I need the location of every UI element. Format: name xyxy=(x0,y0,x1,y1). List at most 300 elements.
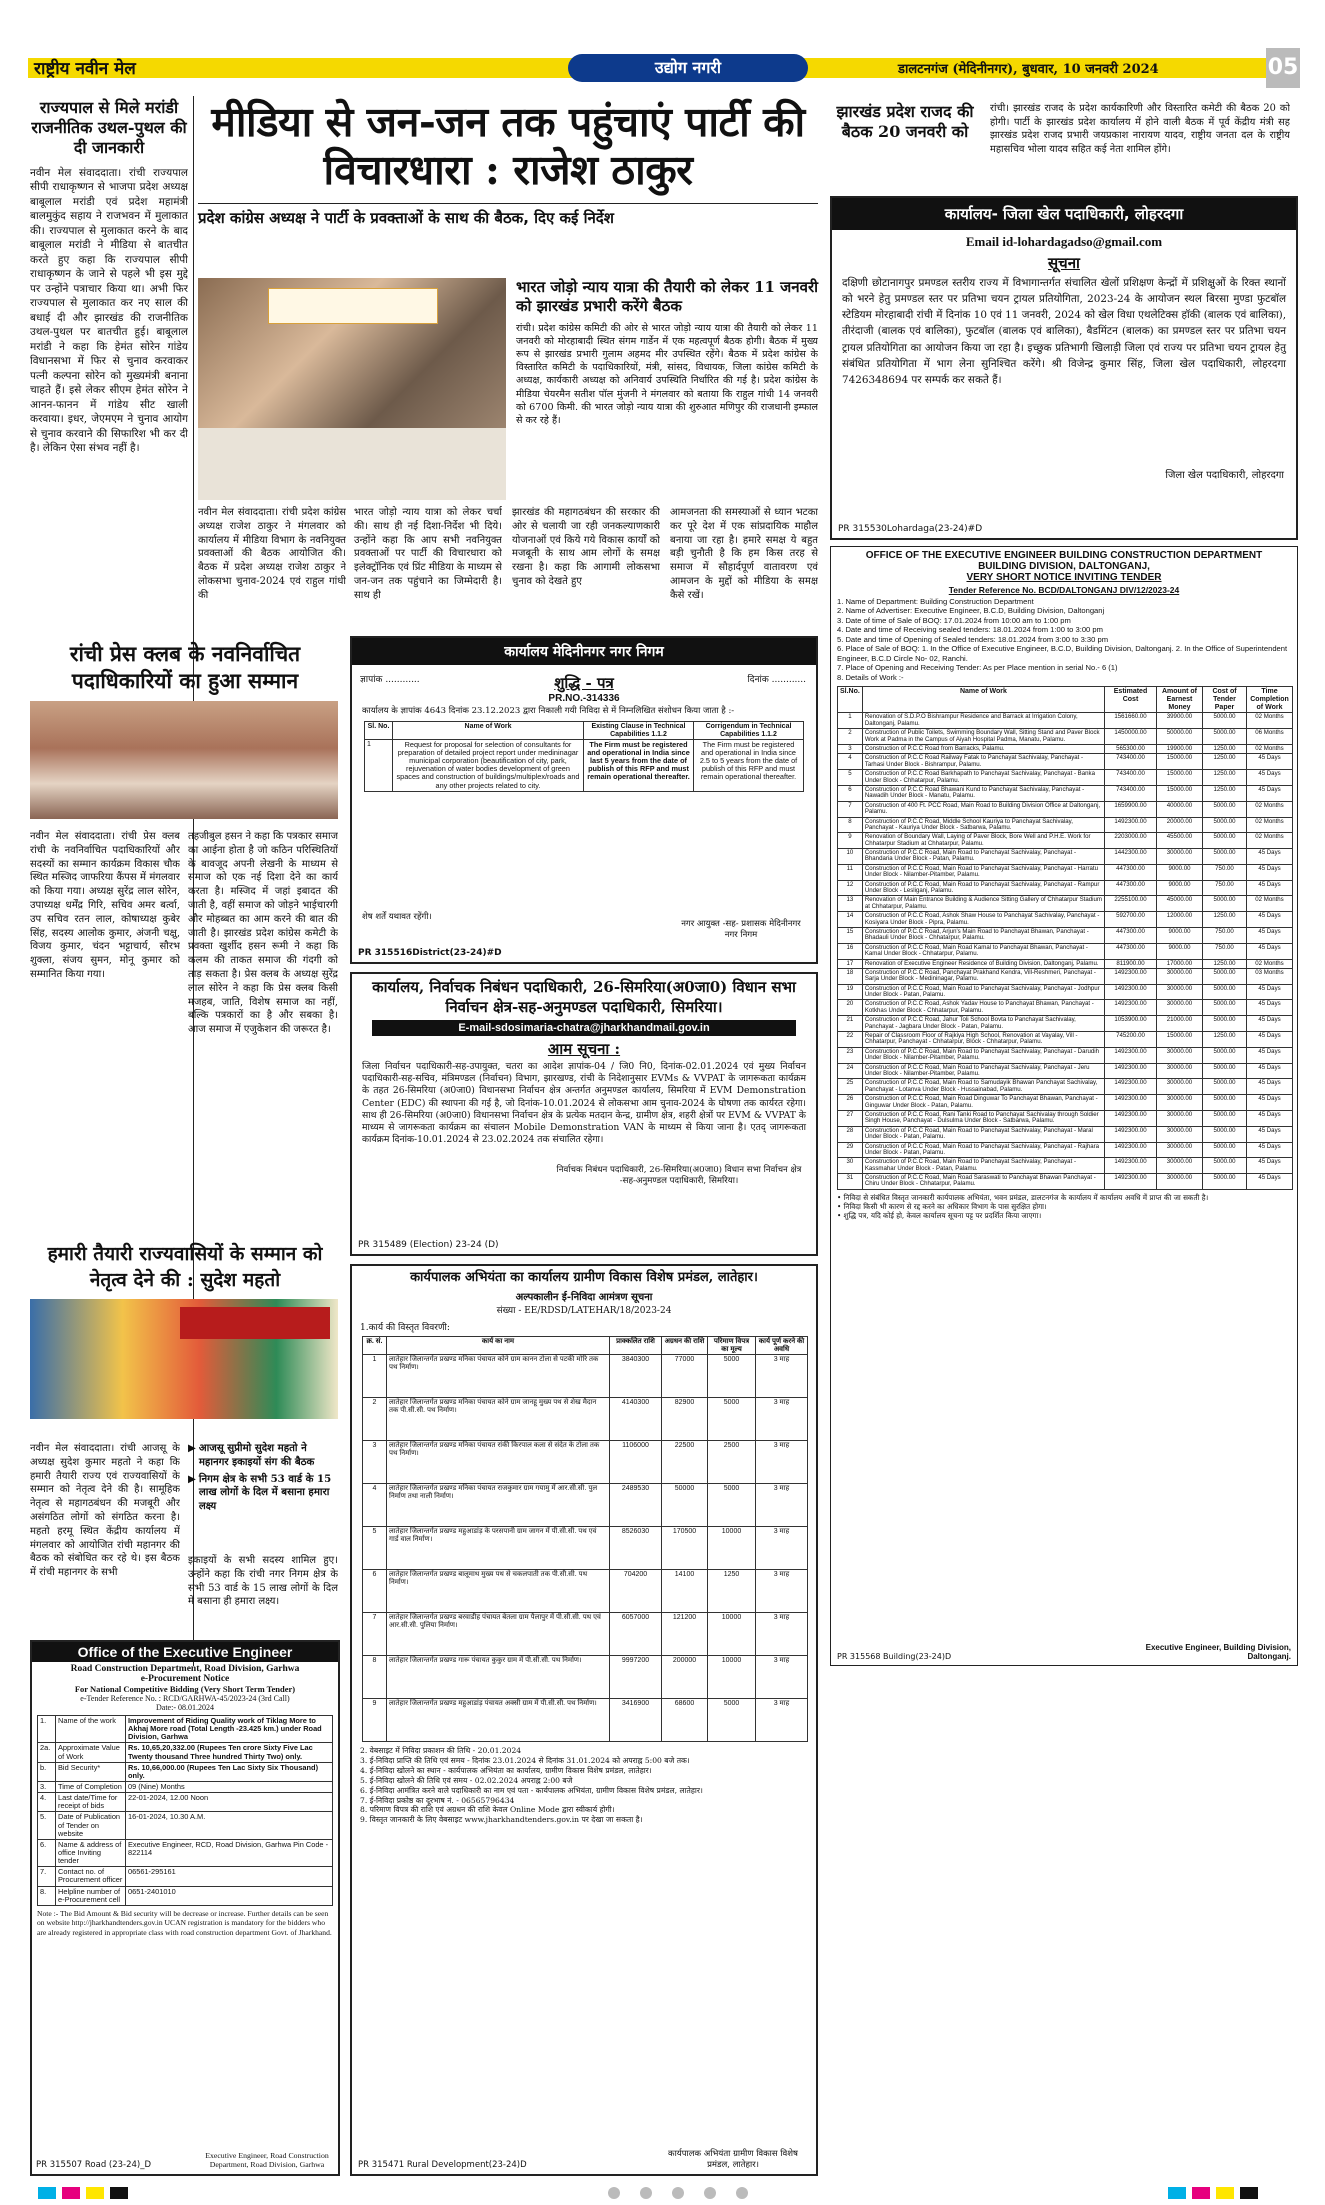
table-cell: 19900.00 xyxy=(1157,744,1203,753)
table-cell: 5. xyxy=(38,1812,56,1839)
table-row xyxy=(363,1484,808,1527)
tender-notes xyxy=(831,1190,1297,1223)
table-cell: Rs. 10,66,000.00 (Rupees Ten Lac Sixty Six Thousand) only. xyxy=(126,1762,333,1781)
table-cell: 2203000.00 xyxy=(1105,833,1157,849)
section-tag: उद्योग नगरी xyxy=(568,54,808,82)
table-cell: 45 Days xyxy=(1247,1063,1293,1079)
table-cell: 4. xyxy=(38,1793,56,1812)
table-cell: 5000.00 xyxy=(1203,968,1247,984)
table-cell: 45 Days xyxy=(1247,1016,1293,1032)
table-row xyxy=(363,1527,808,1570)
table-cell: 2a. xyxy=(38,1743,56,1762)
ad-office: कार्यालय मेदिनीनगर नगर निगम xyxy=(352,638,816,665)
table-cell: 11 xyxy=(838,864,863,880)
rcd-ref: PR 315507 Road (23-24)_D xyxy=(36,2160,152,2170)
table-cell: 5 xyxy=(363,1527,387,1570)
table-cell: 45 Days xyxy=(1247,984,1293,1000)
table-row xyxy=(838,713,1293,729)
table-cell: 8 xyxy=(838,817,863,833)
table-cell: 5000.00 xyxy=(1203,833,1247,849)
story-press-club xyxy=(30,640,340,1238)
table-cell: 45 Days xyxy=(1247,1158,1293,1174)
ad-title: शुद्धि - पत्र xyxy=(554,674,614,692)
table-cell: 15000.00 xyxy=(1157,754,1203,770)
banner-text xyxy=(180,1307,330,1339)
table-cell: 745200.00 xyxy=(1105,1032,1157,1048)
registration-dot xyxy=(672,2187,684,2199)
table-cell: 45 Days xyxy=(1247,1032,1293,1048)
table-cell: 5 xyxy=(838,770,863,786)
table-cell: Last date/Time for receipt of bids xyxy=(56,1793,126,1812)
table-cell: 1250.00 xyxy=(1203,785,1247,801)
table-cell: 30000.00 xyxy=(1157,1000,1203,1016)
notice-date: Date:- 08.01.2024 xyxy=(156,1703,214,1712)
table-cell: 1442300.00 xyxy=(1105,849,1157,865)
table-cell: 16 xyxy=(838,943,863,959)
table-cell: 27 xyxy=(838,1110,863,1126)
table-cell: 750.00 xyxy=(1203,880,1247,896)
rural-ref: PR 315471 Rural Development(23-24)D xyxy=(358,2160,527,2170)
table-cell: 02 Months xyxy=(1247,896,1293,912)
col-header: Cost of Tender Paper xyxy=(1203,687,1247,713)
table-cell: Construction of P.C.C Road Bhawani Kund to Panchayat Sachivalay, Panchayat - Nawadih Under Block - Manatu, Palamu. xyxy=(862,785,1104,801)
table-cell: 5000.00 xyxy=(1203,896,1247,912)
table-cell: 2489530 xyxy=(610,1484,662,1527)
table-cell: Construction of P.C.C Road Railway Fatak to Panchayat Sachivalay, Panchayat - Tarhasi Under Block - Bishrampur, Palamu. xyxy=(862,754,1104,770)
table-row xyxy=(38,1793,333,1812)
table-cell: 50000.00 xyxy=(1157,729,1203,745)
table-row xyxy=(363,1699,808,1742)
masthead xyxy=(28,48,1298,86)
memo-no: ज्ञापांक ............ xyxy=(360,675,420,685)
table-cell: 7. xyxy=(38,1867,56,1886)
table-cell: Date of Publication of Tender on website xyxy=(56,1812,126,1839)
table-cell: 12 xyxy=(838,880,863,896)
table-cell: Construction of P.C.C Road Barkhapath to Panchayat Sachivalay, Panchayat - Banka Under Block - Chhatarpur, Palamu. xyxy=(862,770,1104,786)
table-cell: 1492300.00 xyxy=(1105,1047,1157,1063)
table-cell: Construction of P.C.C Road, Main Road to Panchayat Sachivalay, Panchayat - Jodhpur Under Block - Patan, Palamu. xyxy=(862,984,1104,1000)
detail-line: 4. Date and time of Receiving sealed tenders: 18.01.2024 from 1:00 to 3:00 pm xyxy=(837,625,1103,635)
detail-line: 1. Name of Department: Building Construction Department xyxy=(837,597,1034,606)
table-cell: 6057000 xyxy=(610,1613,662,1656)
table-cell: 3 माह xyxy=(756,1441,808,1484)
table-cell: Name of the work xyxy=(56,1716,126,1743)
table-cell: Improvement of Riding Quality work of Tiklag More to Akhaj More road (Total Length -23.425 km.) under Road Division, Garhwa xyxy=(126,1716,333,1743)
table-cell: 30000.00 xyxy=(1157,984,1203,1000)
table-row xyxy=(838,801,1293,817)
col-header: Estimated Cost xyxy=(1105,687,1157,713)
table-cell: Construction of P.C.C Road, Ashok Shaw House to Panchayat Sachivalay, Panchayat - Kosiyara Under Block - Pipra, Palamu. xyxy=(862,912,1104,928)
table-cell: Helpline number of e-Procurement cell xyxy=(56,1886,126,1905)
table-cell: Construction of P.C.C Road, Middle School Kauriya to Panchayat Sachivalay, Panchayat - Kauriya Under Block - Satbarwa, Palamu. xyxy=(862,817,1104,833)
tender-ref-code: PR 315568 Building(23-24)D xyxy=(837,1652,952,1661)
table-cell: 30000.00 xyxy=(1157,1158,1203,1174)
table-cell: Construction of P.C.C Road, Jahur Toli School Bovta to Panchayat Sachivalay, Panchayat - Jagbara Under Block - Patan, Palamu. xyxy=(862,1016,1104,1032)
table-cell: Construction of P.C.C Road, Main Road Dinguwar To Panchayat Bhawan, Panchayat - Ginguwar Under Block - Patan, Palamu. xyxy=(862,1095,1104,1111)
registration-dots xyxy=(228,2184,1128,2203)
bullet-icon: ▶ xyxy=(188,1442,196,1454)
table-cell: 3416900 xyxy=(610,1699,662,1742)
table-cell: 200000 xyxy=(662,1656,708,1699)
table-cell: 45 Days xyxy=(1247,785,1293,801)
table-cell: 811900.00 xyxy=(1105,959,1157,968)
ad-email: E-mail-sdosimaria-chatra@jharkhandmail.gov.in xyxy=(372,1020,796,1036)
table-cell: 1492300.00 xyxy=(1105,968,1157,984)
table-cell: 1492300.00 xyxy=(1105,1079,1157,1095)
rcd-table xyxy=(37,1715,333,1906)
ad-sign: नगर आयुक्त -सह- प्रशासक मेदिनीनगर नगर निगम xyxy=(681,919,801,940)
tender-head-2: BUILDING DIVISION, DALTONGANJ, xyxy=(978,561,1150,572)
col-1: नवीन मेल संवाददाता। रांची प्रेस क्लब रांची के नवनिर्वाचित पदाधिकारियों और सदस्यों का सम्मान कार्यक्रम विकास चौक स्थित मस्जिद जाफरिया कैंपस में मंगलवार को किया गया। अध्यक्ष सुरेंद्र लाल सोरेन, उपाध्यक्ष धर्मेंद्र गिरि, सचिव अमर बर्त्वा, उप सचिव रतन लाल, कोषाध्यक्ष कुबेर सिंह, सदस्य आलोक कुमार, अंजनी चक्षु, विजय कुमार, चंदन भट्टाचार्य, सौरभ शुक्ला, संजय सुमन, मोनू कुमार को सम्मानित किया गया। xyxy=(30,831,180,980)
banner xyxy=(268,288,438,324)
table-cell: 9997200 xyxy=(610,1656,662,1699)
table-cell: 5000.00 xyxy=(1203,817,1247,833)
table-row xyxy=(38,1867,333,1886)
table-cell: 743400.00 xyxy=(1105,770,1157,786)
table-cell: 12000.00 xyxy=(1157,912,1203,928)
table-row xyxy=(838,896,1293,912)
table-cell: 30000.00 xyxy=(1157,968,1203,984)
table-cell: 45 Days xyxy=(1247,880,1293,896)
table-cell: 77000 xyxy=(662,1355,708,1398)
th-sl: Sl. No. xyxy=(365,722,393,740)
table-cell: 15000.00 xyxy=(1157,770,1203,786)
table-cell: 5000.00 xyxy=(1203,713,1247,729)
table-cell: 750.00 xyxy=(1203,864,1247,880)
table-cell: 45 Days xyxy=(1247,1047,1293,1063)
col-header: Name of Work xyxy=(862,687,1104,713)
ref-no: e-Tender Reference No. : RCD/GARHWA-45/2023-24 (3rd Call) xyxy=(80,1694,290,1703)
table-cell: 3 माह xyxy=(756,1613,808,1656)
table-row xyxy=(838,927,1293,943)
table-cell: Construction of P.C.C Road, Panchayat Prakhand Kendra, Vill-Reshmeri, Panchayat - Sarja Under Block - Medininagar, Palamu. xyxy=(862,968,1104,984)
table-cell: 28 xyxy=(838,1126,863,1142)
table-cell: 1450000.00 xyxy=(1105,729,1157,745)
table-cell: 1250.00 xyxy=(1203,959,1247,968)
table-row xyxy=(838,1110,1293,1126)
ad-ref: PR 315516District(23-24)#D xyxy=(358,948,502,958)
pr-no: PR.NO.-314336 xyxy=(548,693,620,704)
table-cell: 565300.00 xyxy=(1105,744,1157,753)
table-cell: 1492300.00 xyxy=(1105,1126,1157,1142)
table-cell: 5000 xyxy=(708,1484,756,1527)
lead-headline: मीडिया से जन-जन तक पहुंचाएं पार्टी की विचारधारा : राजेश ठाकुर xyxy=(211,98,805,195)
table-cell: 30000.00 xyxy=(1157,1126,1203,1142)
table-cell: 3 माह xyxy=(756,1398,808,1441)
table-cell: 10000 xyxy=(708,1613,756,1656)
table-row xyxy=(363,1656,808,1699)
col-header: प्राक्कलित राशि xyxy=(610,1336,662,1354)
table-row xyxy=(838,1158,1293,1174)
table-row xyxy=(363,1441,808,1484)
table-cell: Repair of Classroom Floor of Rajkiya High School, Renovation at Vayalay, Vill - Chhatarpur, Panchayat - Chhatarpur, Block - Chhatarpur, Palamu. xyxy=(862,1032,1104,1048)
table-row xyxy=(838,1174,1293,1190)
table-cell: लातेहार जिलान्तर्गत प्रखण्ड मनिका पंचायत राजकुमार ग्राम गयामु में आर.सी.सी. पुल निर्माण तथा नाली निर्माण। xyxy=(387,1484,610,1527)
story-rjd xyxy=(830,98,1298,188)
table-cell: 5000.00 xyxy=(1203,849,1247,865)
col-header: अग्रधन की राशि xyxy=(662,1336,708,1354)
table-cell: 3840300 xyxy=(610,1355,662,1398)
table-cell: 2 xyxy=(838,729,863,745)
paper-name: राष्ट्रीय नवीन मेल xyxy=(34,59,136,79)
table-cell: 10 xyxy=(838,849,863,865)
table-cell: 750.00 xyxy=(1203,927,1247,943)
col-header: Time Completion of Work xyxy=(1247,687,1293,713)
table-cell: 30000.00 xyxy=(1157,1095,1203,1111)
note-line: 5. ई-निविदा खोलने की तिथि एवं समय - 02.02.2024 अपराह्न 2:00 बजे xyxy=(360,1775,573,1785)
table-cell: 1250.00 xyxy=(1203,754,1247,770)
table-cell: 9000.00 xyxy=(1157,943,1203,959)
head-1: कार्यपालक अभियंता का कार्यालय ग्रामीण विकास विशेष प्रमंडल, लातेहार। xyxy=(410,1270,758,1285)
table-cell: 8 xyxy=(363,1656,387,1699)
side-body: रांची। प्रदेश कांग्रेस कमिटी की ओर से भारत जोड़ो न्याय यात्रा की तैयारी को लेकर 11 जनवरी को मोरहाबादी स्थित संगम गार्डेन में एक महत्वपूर्ण बैठक होगी। बैठक में मुख्य रूप से झारखंड प्रभारी गुलाम अहमद मीर उपस्थित रहेंगे। बैठक में प्रदेश कांग्रेस के विस्तारित कमिटी के पदाधिकारियों, मंत्री, सांसद, विधायक, जिला कांग्रेस कमिटी के अध्यक्ष, कार्यकारी अध्यक्ष को अनिवार्य उपस्थिति निर्धारित की गई है। प्रदेश कांग्रेस के मीडिया चेयरमैन सतीश पॉल मुंजनी ने मंगलवार को बताया कि राहुल गांधी 14 जनवरी को 6700 किमी. की भारत जोड़ो न्याय यात्रा की शुरुआत मणिपुर की राजधानी इम्फाल से कर रहे हैं। xyxy=(516,322,818,427)
table-cell: 06561-295161 xyxy=(126,1867,333,1886)
registration-dot xyxy=(608,2187,620,2199)
table-cell: 1492300.00 xyxy=(1105,1174,1157,1190)
table-cell: 13 xyxy=(838,896,863,912)
table-cell: 750.00 xyxy=(1203,943,1247,959)
table-cell: लातेहार जिलान्तर्गत प्रखण्ड महुआडांड़ पंचायत अक्सी ग्राम में पी.सी.सी. पथ निर्माण। xyxy=(387,1699,610,1742)
table-cell: Construction of P.C.C Road, Rani Tanki Road to Panchayat Sachivalay through Soldier Singh House, Panchayat - Dulsulma Under Block - Satbarwa, Palamu. xyxy=(862,1110,1104,1126)
table-cell: 02 Months xyxy=(1247,713,1293,729)
table-row xyxy=(838,770,1293,786)
table-cell: 50000 xyxy=(662,1484,708,1527)
lead-story xyxy=(198,98,818,618)
table-cell: 5000.00 xyxy=(1203,1110,1247,1126)
rural-sign: कार्यपालक अभियंता ग्रामीण विकास विशेष प्रमंडल, लातेहार। xyxy=(668,2149,798,2170)
table-row xyxy=(838,1016,1293,1032)
ad-email: Email id-lohardagadso@gmail.com xyxy=(965,234,1163,249)
table-row xyxy=(838,864,1293,880)
tender-table xyxy=(837,686,1293,1190)
bullet-2 xyxy=(188,1473,338,1514)
table-cell: Construction of P.C.C Road, Main Road to Panchayat Sachivalay, Panchayat - Rampur Under Block - Lesliganj, Palamu. xyxy=(862,880,1104,896)
head-4: For National Competitive Bidding (Very Short Term Tender) xyxy=(74,1684,296,1694)
col-header: क्र. सं. xyxy=(363,1336,387,1354)
table-cell: 121200 xyxy=(662,1613,708,1656)
table-cell: 17000.00 xyxy=(1157,959,1203,968)
table-cell: 4 xyxy=(838,754,863,770)
rural-notes xyxy=(352,1742,816,1829)
table-cell: 21000.00 xyxy=(1157,1016,1203,1032)
table-cell: 3. xyxy=(38,1781,56,1792)
table-row xyxy=(838,880,1293,896)
note-line: • निविदा किसी भी कारण से रद्द करने का अधिकार विभाग के पास सुरक्षित होगा। xyxy=(837,1201,1047,1211)
memo-date: दिनांक ............ xyxy=(747,675,806,685)
headline: रांची प्रेस क्लब के नवनिर्वाचित पदाधिकारियों का हुआ सम्मान xyxy=(69,641,301,694)
th-work: Name of Work xyxy=(393,722,584,740)
table-row xyxy=(363,1355,808,1398)
headline: झारखंड प्रदेश राजद की बैठक 20 जनवरी को xyxy=(836,102,974,141)
ad-ref: PR 315489 (Election) 23-24 (D) xyxy=(358,1240,499,1250)
table-cell: 1 xyxy=(363,1355,387,1398)
table-cell: 22500 xyxy=(662,1441,708,1484)
col-header: Sl.No. xyxy=(838,687,863,713)
table-cell: 31 xyxy=(838,1174,863,1190)
head-2: Road Construction Department, Road Division, Garhwa xyxy=(70,1664,300,1674)
table-cell: 25 xyxy=(838,1079,863,1095)
table-cell: 3 माह xyxy=(756,1570,808,1613)
table-cell: 1492300.00 xyxy=(1105,1158,1157,1174)
headline: हमारी तैयारी राज्यवासियों के सम्मान को नेतृत्व देने की : सुदेश महतो xyxy=(47,1243,323,1291)
corrigendum-table xyxy=(364,721,804,791)
head-1: Office of the Executive Engineer xyxy=(32,1642,338,1662)
tender-ref: Tender Reference No. BCD/DALTONGANJ DIV/12/2023-24 xyxy=(948,585,1180,595)
table-cell: 20 xyxy=(838,1000,863,1016)
registration-dot xyxy=(736,2187,748,2199)
ad-ref: PR 315530Lohardaga(23-24)#D xyxy=(838,524,983,534)
table-cell: 1492300.00 xyxy=(1105,1110,1157,1126)
table-row xyxy=(838,1142,1293,1158)
table-row xyxy=(838,833,1293,849)
lead-subhead: प्रदेश कांग्रेस अध्यक्ष ने पार्टी के प्रवक्ताओं के साथ की बैठक, दिए कई निर्देश xyxy=(198,203,818,232)
table-cell: 19 xyxy=(838,984,863,1000)
story-sudesh xyxy=(30,1242,340,1632)
table-cell: 704200 xyxy=(610,1570,662,1613)
detail-line: 5. Date and time of Opening of Sealed tenders: 18.01.2024 from 3:00 to 3:30 pm xyxy=(837,634,1109,644)
note-line: 9. विस्तृत जानकारी के लिए वेबसाइट www.jharkhandtenders.gov.in पर देखा जा सकता है। xyxy=(360,1815,643,1825)
table-cell: 1250 xyxy=(708,1570,756,1613)
side-story xyxy=(516,278,818,500)
rural-table xyxy=(362,1336,808,1742)
table-cell: 5000.00 xyxy=(1203,1000,1247,1016)
registration-dot xyxy=(704,2187,716,2199)
table-row xyxy=(38,1743,333,1762)
table-cell: Construction of P.C.C Road, Main Road to Panchayat Sachivalay, Panchayat - Bhandaria Under Block - Patan, Palamu. xyxy=(862,849,1104,865)
table-row xyxy=(838,959,1293,968)
table-cell: 2 xyxy=(363,1398,387,1441)
table-cell: 1250.00 xyxy=(1203,770,1247,786)
bcd-tender xyxy=(830,546,1298,1666)
table-cell: 3 माह xyxy=(756,1527,808,1570)
table-cell: 6 xyxy=(363,1570,387,1613)
table-cell: 9000.00 xyxy=(1157,880,1203,896)
table-cell: 22 xyxy=(838,1032,863,1048)
table-row xyxy=(838,754,1293,770)
note-line: 6. ई-निविदा आमंत्रित करने वाले पदाधिकारी का नाम एवं पता - कार्यपालक अभियंता, ग्रामीण विकास विशेष प्रमंडल, लातेहार। xyxy=(360,1785,703,1795)
table-cell: 82900 xyxy=(662,1398,708,1441)
table-cell: 1561660.00 xyxy=(1105,713,1157,729)
table-cell: 5000.00 xyxy=(1203,984,1247,1000)
table-cell: 45 Days xyxy=(1247,927,1293,943)
table-row xyxy=(838,744,1293,753)
table-cell: 15000.00 xyxy=(1157,785,1203,801)
table-cell: 3 xyxy=(363,1441,387,1484)
lead-col-2: भारत जोड़ो न्याय यात्रा को लेकर चर्चा की। साथ ही नई दिशा-निर्देश भी दिये। उन्होंने कहा कि आप सभी नवनियुक्त प्रवक्ताओं पर पार्टी की विचारधारा को इलेक्ट्रॉनिक एवं प्रिंट मीडिया के माध्यम से जन-जन तक पहुंचाने का जिम्मेदारी है। साथ ही xyxy=(354,507,502,601)
headline: राज्यपाल से मिले मरांडी राजनीतिक उथल-पुथल की दी जानकारी xyxy=(31,98,187,157)
table-row xyxy=(838,1079,1293,1095)
table-cell: 20000.00 xyxy=(1157,817,1203,833)
table-cell: 2500 xyxy=(708,1441,756,1484)
table-cell: 45 Days xyxy=(1247,864,1293,880)
table-cell: 02 Months xyxy=(1247,744,1293,753)
table-row xyxy=(38,1762,333,1781)
table-cell: Construction of P.C.C Road, Main Road to Panchayat Sachivalay, Panchayat - Darudih Under Block - Nilamber-Pitamber, Palamu. xyxy=(862,1047,1104,1063)
table-cell: 10000 xyxy=(708,1527,756,1570)
ad-office: कार्यालय, निर्वाचक निबंधन पदाधिकारी, 26-सिमरिया(अ0जा0) विधान सभा निर्वाचन क्षेत्र-सह-अनुमण्डल पदाधिकारी, सिमरिया। xyxy=(372,978,796,1016)
table-row xyxy=(38,1886,333,1905)
table-cell: 06 Months xyxy=(1247,729,1293,745)
table-cell: 5000 xyxy=(708,1355,756,1398)
table-cell: 15000.00 xyxy=(1157,1032,1203,1048)
table-cell: Construction of P.C.C Road, Ashok Yadav House to Panchayat Bhawan, Panchayat - Kotkhas Under Block - Chhatarpur, Palamu. xyxy=(862,1000,1104,1016)
table-row xyxy=(838,1032,1293,1048)
color-swatches-left xyxy=(38,2184,134,2203)
table-cell: लातेहार जिलान्तर्गत प्रखण्ड महुआडांड़ के परसपानी ग्राम जागन में पी.सी.सी. पथ एवं गार्ड वाल निर्माण। xyxy=(387,1527,610,1570)
table-cell: Construction of P.C.C Road, Main Road to Panchayat Sachivalay, Panchayat - Harratu Under Block - Nilamber-Pitamber, Palamu. xyxy=(862,864,1104,880)
note-line: 8. परिमाण विपत्र की राशि एवं अग्रधन की राशि केवल Online Mode द्वारा स्वीकार्य होगी। xyxy=(360,1805,615,1815)
table-cell: 9000.00 xyxy=(1157,927,1203,943)
intro: कार्यालय के ज्ञापांक 4643 दिनांक 23.12.2023 द्वारा निकाली गयी निविदा से में निम्नलिखित संशोधन किया जाता है :- xyxy=(362,706,735,716)
table-cell: 45000.00 xyxy=(1157,896,1203,912)
head-2: अल्पकालीन ई-निविदा आमंत्रण सूचना xyxy=(515,1291,653,1303)
table-row xyxy=(363,1570,808,1613)
table-cell: 5000.00 xyxy=(1203,1142,1247,1158)
table-cell: 21 xyxy=(838,1016,863,1032)
table-cell: b. xyxy=(38,1762,56,1781)
table-cell: Construction of P.C.C Road, Main Road to Panchayat Sachivalay, Panchayat - Jeru Under Block - Nilamber-Pitamber, Palamu. xyxy=(862,1063,1104,1079)
table-cell: 30 xyxy=(838,1158,863,1174)
table-row xyxy=(38,1812,333,1839)
table-cell: 45 Days xyxy=(1247,770,1293,786)
table-cell: 1659900.00 xyxy=(1105,801,1157,817)
table-cell: 447300.00 xyxy=(1105,927,1157,943)
lead-col-3: झारखंड की महागठबंधन की सरकार की ओर से चलायी जा रही जनकल्याणकारी योजनाओं एवं किये गये विकास कार्यों को मजबूती के साथ आम लोगों के समक्ष रखना है। कहा कि आगामी लोकसभा चुनाव को देखते हुए xyxy=(512,507,660,587)
table-cell: 5000.00 xyxy=(1203,1016,1247,1032)
table-cell: 30000.00 xyxy=(1157,1110,1203,1126)
table-cell: 1492300.00 xyxy=(1105,1063,1157,1079)
table-cell: 447300.00 xyxy=(1105,880,1157,896)
table-cell: 68600 xyxy=(662,1699,708,1742)
table-cell: 7 xyxy=(838,801,863,817)
rcd-sign: Executive Engineer, Road Construction Department, Road Division, Garhwa xyxy=(205,2150,329,2170)
table-row xyxy=(363,1398,808,1441)
table-cell: 45 Days xyxy=(1247,1110,1293,1126)
bullet-1 xyxy=(188,1442,338,1470)
table-cell: 45 Days xyxy=(1247,1079,1293,1095)
table-cell: 24 xyxy=(838,1063,863,1079)
table-row xyxy=(38,1781,333,1792)
table-cell: 17 xyxy=(838,959,863,968)
table-row xyxy=(838,729,1293,745)
table-cell: 5000.00 xyxy=(1203,1126,1247,1142)
table-cell: Construction of P.C.C Road from Barracks, Palamu. xyxy=(862,744,1104,753)
table-row xyxy=(838,984,1293,1000)
table-cell: 3 माह xyxy=(756,1484,808,1527)
table-cell: 5000.00 xyxy=(1203,1047,1247,1063)
table-cell: Renovation of S.D.P.O Bishrampur Residence and Barrack at Irrigation Colony, Daltonganj, Palamu. xyxy=(862,713,1104,729)
table-cell: 45 Days xyxy=(1247,1174,1293,1190)
table-cell: 45 Days xyxy=(1247,849,1293,865)
table-cell: 30000.00 xyxy=(1157,1047,1203,1063)
page-number: 05 xyxy=(1266,48,1300,88)
table-cell: Executive Engineer, RCD, Road Division, Garhwa Pin Code - 822114 xyxy=(126,1839,333,1866)
color-swatches-right xyxy=(1168,2184,1264,2203)
col-header: Amount of Earnest Money xyxy=(1157,687,1203,713)
table-cell: 10000 xyxy=(708,1656,756,1699)
table-cell: Construction of 400 Ft. PCC Road, Main Road to Building Division Office at Daltonganj, Palamu. xyxy=(862,801,1104,817)
rcd-ad xyxy=(30,1640,340,2176)
table-cell: लातेहार जिलान्तर्गत प्रखण्ड गारू पंचायत कुकुर ग्राम में पी.सी.सी. पथ निर्माण। xyxy=(387,1656,610,1699)
table-row xyxy=(838,943,1293,959)
table-cell: 5000.00 xyxy=(1203,1063,1247,1079)
table-cell: 45 Days xyxy=(1247,943,1293,959)
detail-line: 8. Details of Work :- xyxy=(837,672,904,682)
table-cell: 3 माह xyxy=(756,1355,808,1398)
table-cell: Renovation of Main Entrance Building & Audience Sitting Gallery of Chhatarpur Stadium at Chhatarpur, Palamu. xyxy=(862,896,1104,912)
table-cell: 1250.00 xyxy=(1203,744,1247,753)
table-row xyxy=(838,1000,1293,1016)
